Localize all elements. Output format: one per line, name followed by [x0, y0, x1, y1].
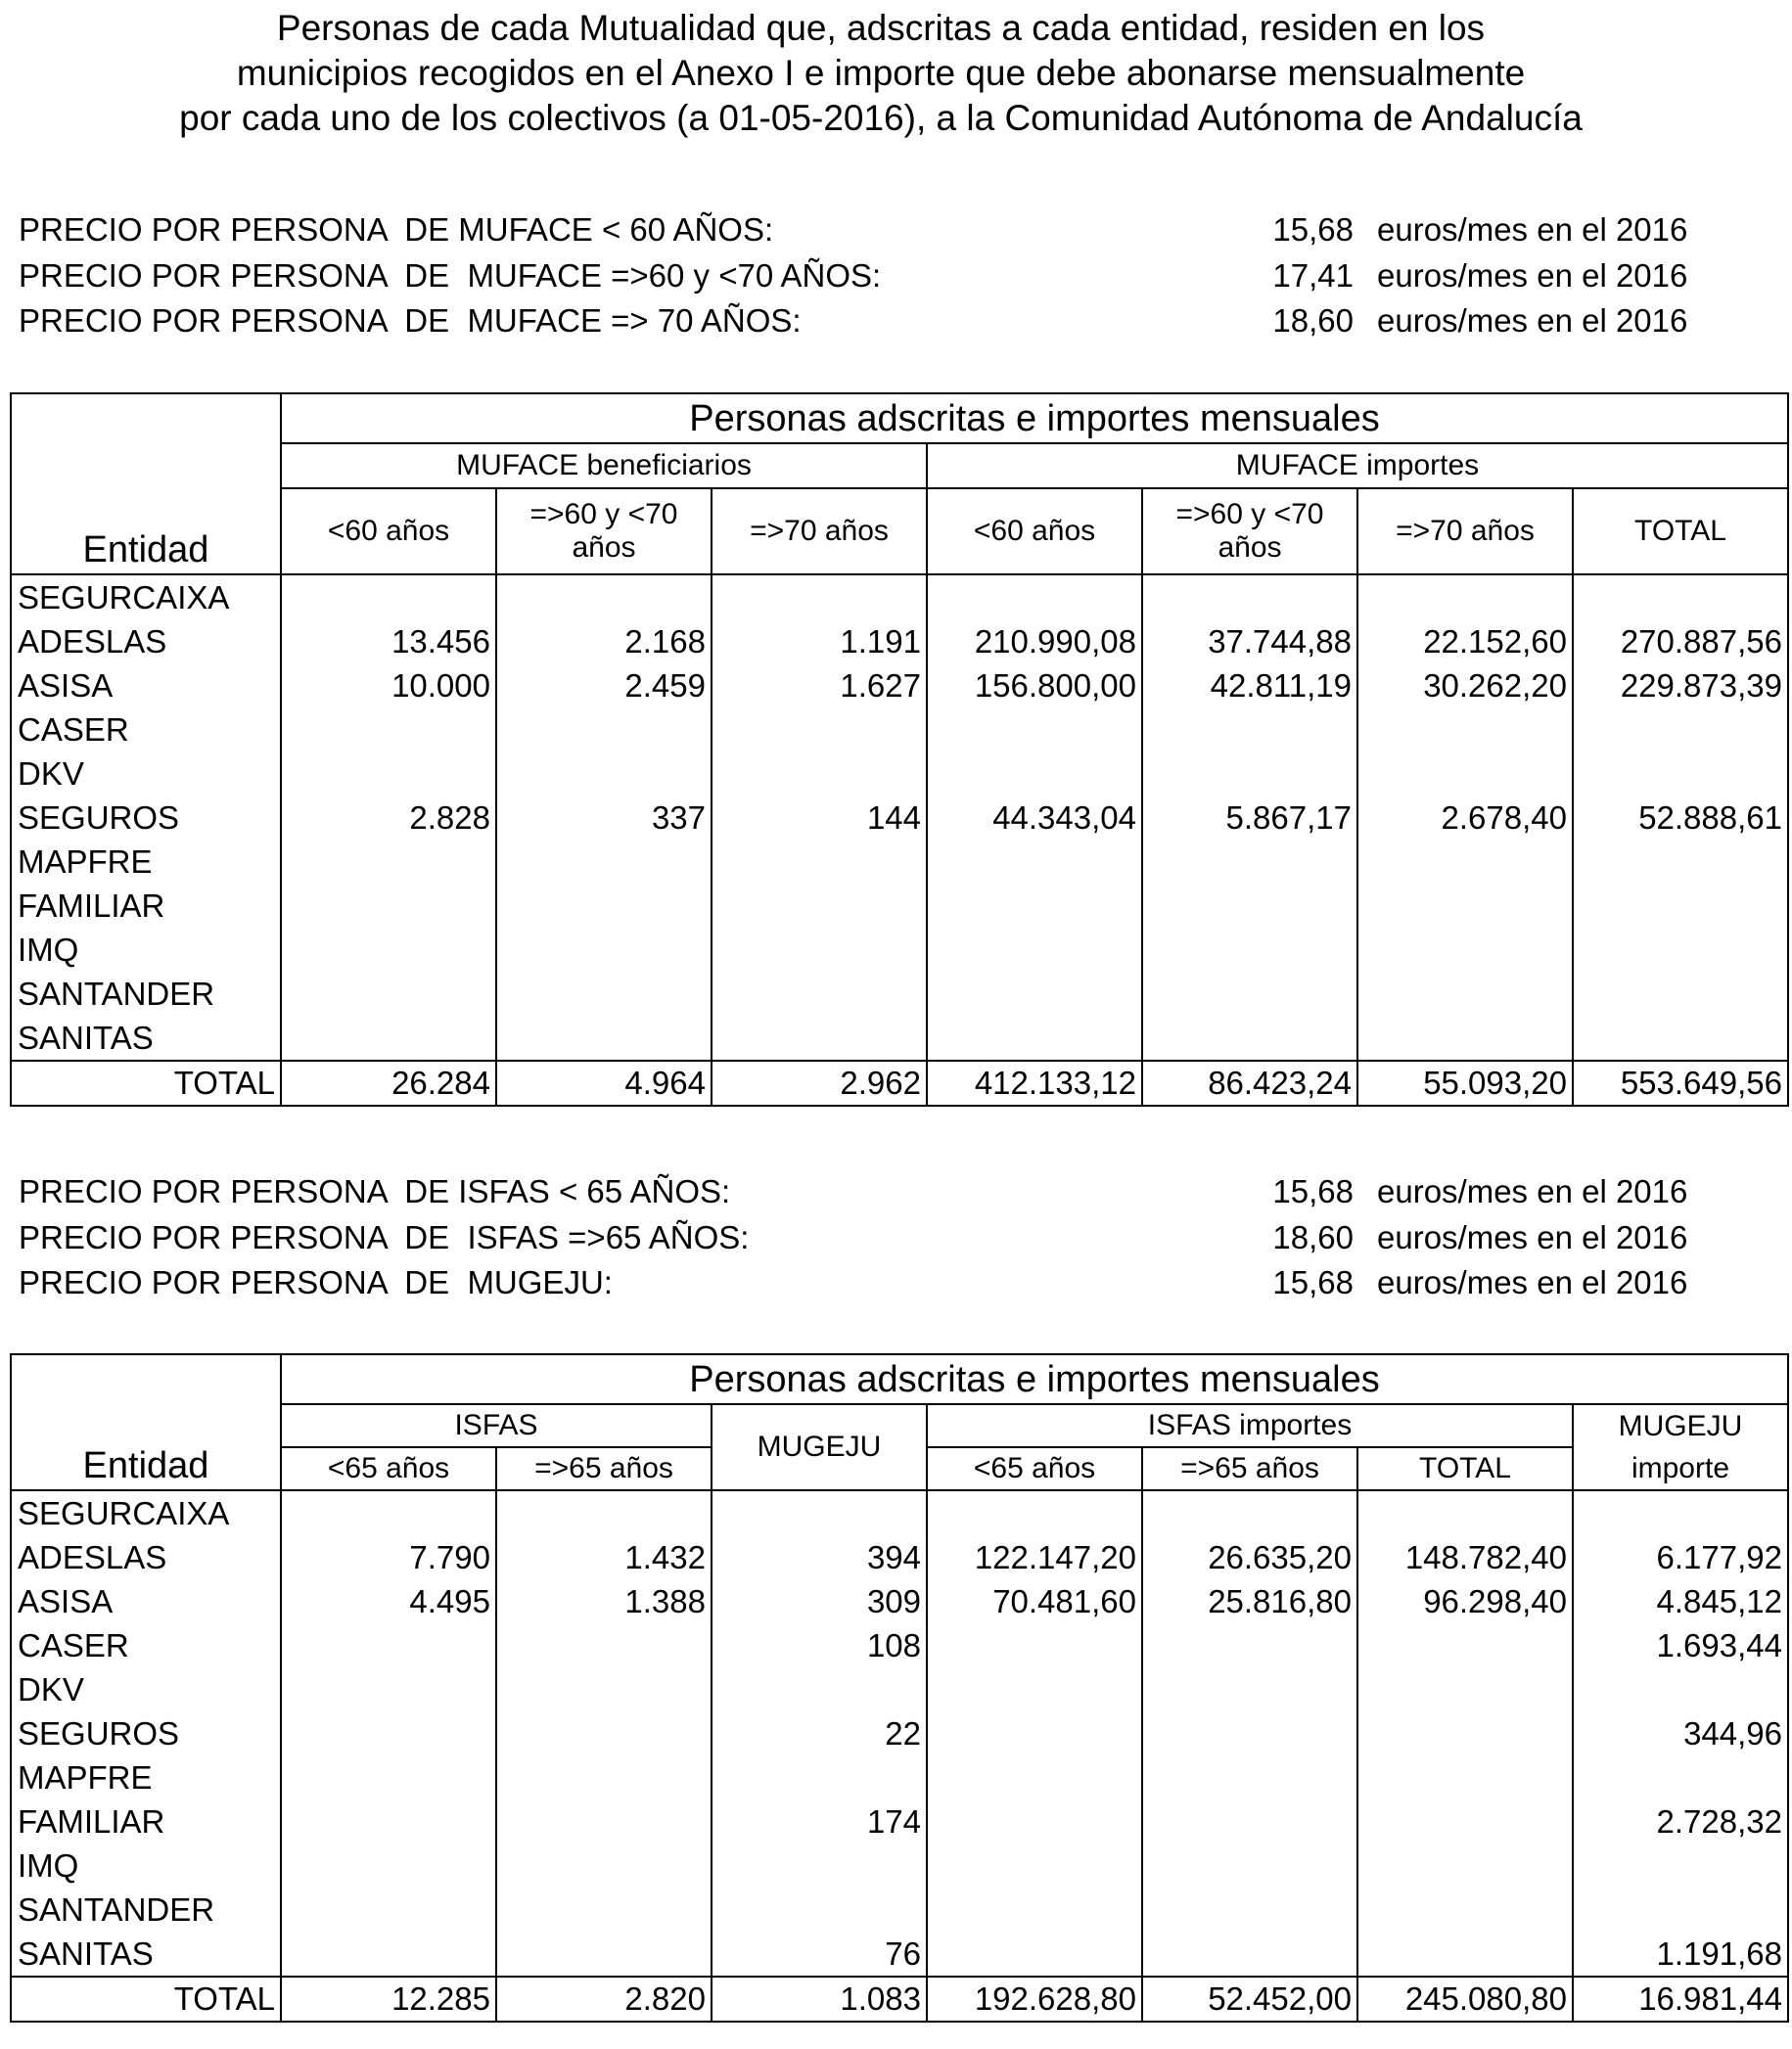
table-cell: 22	[712, 1711, 927, 1755]
table-cell	[927, 1711, 1142, 1755]
table-row	[11, 574, 1788, 619]
table-cell: 2.459	[496, 663, 712, 707]
table-cell	[496, 1667, 712, 1711]
entidad-header: Entidad	[11, 1354, 281, 1490]
table-main-header: Personas adscritas e importes mensuales	[281, 1354, 1788, 1404]
table-cell	[1357, 1755, 1573, 1799]
table-cell	[496, 574, 712, 619]
table-cell	[1573, 574, 1788, 619]
entity-name: IMQ	[11, 928, 281, 972]
table-cell	[927, 574, 1142, 619]
table-row	[11, 663, 1788, 707]
table-row	[11, 972, 1788, 1016]
table-cell	[281, 1667, 496, 1711]
table-cell	[1357, 884, 1573, 928]
table-cell	[1142, 1667, 1357, 1711]
table-cell	[1573, 840, 1788, 884]
table-cell: 30.262,20	[1357, 663, 1573, 707]
table-cell	[496, 928, 712, 972]
table-row	[11, 707, 1788, 751]
table-cell	[496, 1844, 712, 1888]
table-cell	[1573, 1844, 1788, 1888]
table-row	[11, 1535, 1788, 1579]
table-cell: 2.728,32	[1573, 1799, 1788, 1844]
table-cell	[927, 884, 1142, 928]
table-cell	[712, 928, 927, 972]
table-cell	[1357, 928, 1573, 972]
total-cell: 192.628,80	[927, 1977, 1142, 2022]
table-cell	[496, 1711, 712, 1755]
table-cell: 1.693,44	[1573, 1623, 1788, 1667]
col-header-lt65-importe: <65 años	[927, 1447, 1142, 1490]
col-header-total: TOTAL	[1573, 488, 1788, 574]
col-header-total: TOTAL	[1357, 1447, 1573, 1490]
muface-price-list	[0, 207, 1792, 344]
table-cell	[1357, 1711, 1573, 1755]
table-cell	[1573, 884, 1788, 928]
table-cell: 1.432	[496, 1535, 712, 1579]
entity-name: SANITAS	[11, 1932, 281, 1977]
total-cell: 4.964	[496, 1061, 712, 1106]
table-cell: 108	[712, 1623, 927, 1667]
entity-name: FAMILIAR	[11, 1799, 281, 1844]
entity-name: SANITAS	[11, 1016, 281, 1061]
price-label: PRECIO POR PERSONA DE MUFACE => 70 AÑOS:	[19, 302, 802, 339]
table-cell	[927, 1490, 1142, 1535]
table-cell	[1357, 1932, 1573, 1977]
total-label: TOTAL	[11, 1977, 281, 2022]
table-cell	[712, 1016, 927, 1061]
entity-name: SEGUROS	[11, 1711, 281, 1755]
table-cell: 156.800,00	[927, 663, 1142, 707]
table-cell	[927, 707, 1142, 751]
table-row	[11, 1888, 1788, 1932]
table-cell	[712, 1844, 927, 1888]
table-cell: 270.887,56	[1573, 619, 1788, 663]
table-row	[11, 1623, 1788, 1667]
table-cell	[1142, 884, 1357, 928]
table-cell	[1357, 1844, 1573, 1888]
table-cell: 37.744,88	[1142, 619, 1357, 663]
table-cell: 70.481,60	[927, 1579, 1142, 1623]
table-cell	[496, 1490, 712, 1535]
table-cell	[1142, 928, 1357, 972]
table-cell	[1357, 972, 1573, 1016]
table-cell	[927, 1888, 1142, 1932]
total-cell: 55.093,20	[1357, 1061, 1573, 1106]
table-cell: 6.177,92	[1573, 1535, 1788, 1579]
table-cell	[1573, 1755, 1788, 1799]
muface-table	[10, 392, 1789, 1107]
total-cell: 553.649,56	[1573, 1061, 1788, 1106]
table-cell	[1357, 574, 1573, 619]
table-cell	[712, 1755, 927, 1799]
price-unit: euros/mes en el 2016	[1377, 302, 1688, 339]
table-cell	[1357, 1888, 1573, 1932]
price-value: 15,68	[1272, 211, 1354, 248]
entity-name: SANTANDER	[11, 1888, 281, 1932]
table-cell	[927, 1844, 1142, 1888]
table-cell	[496, 751, 712, 796]
table-cell: 4.495	[281, 1579, 496, 1623]
table-cell	[712, 1490, 927, 1535]
table-cell	[281, 574, 496, 619]
table-cell	[712, 751, 927, 796]
table-cell	[1142, 1490, 1357, 1535]
table-cell: 42.811,19	[1142, 663, 1357, 707]
table-cell	[496, 707, 712, 751]
table-main-header: Personas adscritas e importes mensuales	[281, 393, 1788, 443]
table-cell: 344,96	[1573, 1711, 1788, 1755]
total-cell: 26.284	[281, 1061, 496, 1106]
price-row	[0, 1260, 1792, 1306]
price-label: PRECIO POR PERSONA DE ISFAS =>65 AÑOS:	[19, 1218, 750, 1255]
table-cell: 2.678,40	[1357, 796, 1573, 840]
table-cell	[1142, 574, 1357, 619]
price-row	[0, 207, 1792, 253]
entity-name: MAPFRE	[11, 1755, 281, 1799]
table-row	[11, 796, 1788, 840]
table-cell: 1.191,68	[1573, 1932, 1788, 1977]
table-cell	[496, 972, 712, 1016]
table-cell	[1357, 1623, 1573, 1667]
table-cell	[281, 1755, 496, 1799]
price-unit: euros/mes en el 2016	[1377, 1264, 1688, 1300]
table-row	[11, 751, 1788, 796]
price-unit: euros/mes en el 2016	[1377, 211, 1688, 248]
table-cell: 7.790	[281, 1535, 496, 1579]
table-cell	[1142, 972, 1357, 1016]
entity-name: FAMILIAR	[11, 884, 281, 928]
col-header-mugeju-importe-bottom: importe	[1573, 1447, 1788, 1490]
col-header-mugeju-importe-top: MUGEJU	[1573, 1404, 1788, 1447]
table-row	[11, 1755, 1788, 1799]
table-cell	[1357, 1016, 1573, 1061]
table-row	[11, 1799, 1788, 1844]
table-cell	[712, 884, 927, 928]
entity-name: ADESLAS	[11, 619, 281, 663]
table-cell	[712, 972, 927, 1016]
total-cell: 86.423,24	[1142, 1061, 1357, 1106]
table-cell	[927, 840, 1142, 884]
entity-name: IMQ	[11, 1844, 281, 1888]
table-cell	[1142, 1844, 1357, 1888]
table-cell: 13.456	[281, 619, 496, 663]
table-cell	[496, 1016, 712, 1061]
table-cell	[1142, 1755, 1357, 1799]
table-cell	[927, 1016, 1142, 1061]
price-unit: euros/mes en el 2016	[1377, 1173, 1688, 1209]
table-cell	[281, 751, 496, 796]
price-label: PRECIO POR PERSONA DE MUFACE < 60 AÑOS:	[19, 211, 774, 248]
table-cell: 309	[712, 1579, 927, 1623]
table-cell	[927, 928, 1142, 972]
table-cell	[496, 840, 712, 884]
table-cell	[712, 840, 927, 884]
table-cell	[496, 1755, 712, 1799]
col-header-60-70: =>60 y <70 años	[496, 488, 712, 574]
table-cell	[496, 1799, 712, 1844]
total-row	[11, 1977, 1788, 2022]
total-cell: 52.452,00	[1142, 1977, 1357, 2022]
group-header-importes: MUFACE importes	[927, 443, 1788, 488]
total-cell: 245.080,80	[1357, 1977, 1573, 2022]
entity-name: ASISA	[11, 663, 281, 707]
table-cell	[1357, 1490, 1573, 1535]
table-cell	[496, 1623, 712, 1667]
table-cell: 25.816,80	[1142, 1579, 1357, 1623]
price-value: 18,60	[1272, 302, 1354, 339]
table-cell: 44.343,04	[927, 796, 1142, 840]
entity-name: DKV	[11, 1667, 281, 1711]
table-cell	[1142, 1711, 1357, 1755]
total-cell: 16.981,44	[1573, 1977, 1788, 2022]
entity-name: CASER	[11, 1623, 281, 1667]
title-line-3: por cada uno de los colectivos (a 01-05-2016), a la Comunidad Autónoma de Andalucía	[179, 98, 1583, 138]
table-cell	[1573, 751, 1788, 796]
price-label: PRECIO POR PERSONA DE MUFACE =>60 y <70 AÑOS:	[19, 256, 882, 294]
table-cell	[281, 1888, 496, 1932]
table-cell: 229.873,39	[1573, 663, 1788, 707]
table-cell	[1357, 707, 1573, 751]
table-cell	[712, 707, 927, 751]
table-cell	[281, 1016, 496, 1061]
table-cell	[1142, 707, 1357, 751]
total-label: TOTAL	[11, 1061, 281, 1106]
table-cell	[281, 707, 496, 751]
table-cell	[281, 884, 496, 928]
table-cell: 52.888,61	[1573, 796, 1788, 840]
price-row	[0, 1169, 1792, 1215]
table-cell	[927, 751, 1142, 796]
table-cell	[281, 1623, 496, 1667]
title-line-2: municipios recogidos en el Anexo I e importe que debe abonarse mensualmente	[236, 53, 1526, 93]
table-cell	[1573, 1667, 1788, 1711]
total-cell: 12.285	[281, 1977, 496, 2022]
table-cell	[927, 972, 1142, 1016]
price-label: PRECIO POR PERSONA DE ISFAS < 65 AÑOS:	[19, 1173, 731, 1209]
table-cell: 1.627	[712, 663, 927, 707]
table-cell	[281, 840, 496, 884]
table-row	[11, 1844, 1788, 1888]
table-cell	[1142, 1623, 1357, 1667]
group-header-isfas: ISFAS	[281, 1404, 712, 1447]
group-header-beneficiarios: MUFACE beneficiarios	[281, 443, 927, 488]
table-cell	[281, 1799, 496, 1844]
table-cell: 1.191	[712, 619, 927, 663]
table-row	[11, 1711, 1788, 1755]
table-cell	[712, 1888, 927, 1932]
entidad-header: Entidad	[11, 393, 281, 574]
col-header-60-70-importe: =>60 y <70 años	[1142, 488, 1357, 574]
table-cell: 122.147,20	[927, 1535, 1142, 1579]
col-header-ge70-importe: =>70 años	[1357, 488, 1573, 574]
table-cell: 96.298,40	[1357, 1579, 1573, 1623]
entity-name: SANTANDER	[11, 972, 281, 1016]
table-cell: 337	[496, 796, 712, 840]
price-value: 17,41	[1272, 256, 1354, 294]
price-label: PRECIO POR PERSONA DE MUGEJU:	[19, 1264, 613, 1300]
col-header-ge65-importe: =>65 años	[1142, 1447, 1357, 1490]
price-value: 15,68	[1272, 1264, 1354, 1300]
col-header-lt65: <65 años	[281, 1447, 496, 1490]
table-row	[11, 1016, 1788, 1061]
table-cell	[1142, 840, 1357, 884]
price-row	[0, 298, 1792, 344]
table-cell: 2.828	[281, 796, 496, 840]
table-row	[11, 884, 1788, 928]
table-cell	[281, 1844, 496, 1888]
table-cell	[281, 1711, 496, 1755]
table-cell: 1.388	[496, 1579, 712, 1623]
total-cell: 2.820	[496, 1977, 712, 2022]
price-row	[0, 1215, 1792, 1261]
table-row	[11, 928, 1788, 972]
table-cell	[1142, 751, 1357, 796]
table-cell	[712, 1667, 927, 1711]
table-row	[11, 1490, 1788, 1535]
entity-name: MAPFRE	[11, 840, 281, 884]
col-header-mugeju: MUGEJU	[712, 1404, 927, 1490]
title-line-1: Personas de cada Mutualidad que, adscritas a cada entidad, residen en los	[276, 8, 1486, 48]
table-row	[11, 840, 1788, 884]
table-cell	[496, 1888, 712, 1932]
table-cell	[1142, 1888, 1357, 1932]
table-cell: 4.845,12	[1573, 1579, 1788, 1623]
isfas-mugeju-table	[10, 1353, 1789, 2023]
total-cell: 1.083	[712, 1977, 927, 2022]
col-header-ge70: =>70 años	[712, 488, 927, 574]
document-title	[0, 6, 1762, 141]
price-unit: euros/mes en el 2016	[1377, 256, 1688, 294]
table-cell	[927, 1755, 1142, 1799]
table-cell: 26.635,20	[1142, 1535, 1357, 1579]
table-cell	[1573, 1490, 1788, 1535]
table-cell: 394	[712, 1535, 927, 1579]
price-row	[0, 253, 1792, 299]
table-cell	[1357, 1667, 1573, 1711]
table-cell	[1142, 1799, 1357, 1844]
table-cell	[927, 1799, 1142, 1844]
table-cell: 10.000	[281, 663, 496, 707]
table-cell	[927, 1932, 1142, 1977]
table-cell: 5.867,17	[1142, 796, 1357, 840]
col-header-ge65: =>65 años	[496, 1447, 712, 1490]
price-unit: euros/mes en el 2016	[1377, 1218, 1688, 1255]
table-cell: 22.152,60	[1357, 619, 1573, 663]
entity-name: SEGUROS	[11, 796, 281, 840]
table-cell: 148.782,40	[1357, 1535, 1573, 1579]
table-cell	[1357, 751, 1573, 796]
entity-name: DKV	[11, 751, 281, 796]
table-cell	[1142, 1016, 1357, 1061]
group-header-isfas-importes: ISFAS importes	[927, 1404, 1573, 1447]
price-value: 18,60	[1272, 1218, 1354, 1255]
table-cell	[496, 884, 712, 928]
table-row	[11, 1667, 1788, 1711]
entity-name: ADESLAS	[11, 1535, 281, 1579]
table-row	[11, 1932, 1788, 1977]
total-cell: 2.962	[712, 1061, 927, 1106]
table-cell	[281, 1490, 496, 1535]
table-cell	[1142, 1932, 1357, 1977]
isfas-price-list	[0, 1169, 1792, 1306]
table-cell	[712, 574, 927, 619]
table-cell	[281, 928, 496, 972]
table-cell	[1573, 928, 1788, 972]
table-cell	[1573, 707, 1788, 751]
table-cell: 76	[712, 1932, 927, 1977]
table-cell: 210.990,08	[927, 619, 1142, 663]
total-row	[11, 1061, 1788, 1106]
total-cell: 412.133,12	[927, 1061, 1142, 1106]
table-cell	[281, 1932, 496, 1977]
table-cell: 2.168	[496, 619, 712, 663]
price-value: 15,68	[1272, 1173, 1354, 1209]
table-cell	[1573, 1016, 1788, 1061]
entity-name: CASER	[11, 707, 281, 751]
table-cell	[1573, 1888, 1788, 1932]
table-cell	[927, 1623, 1142, 1667]
table-cell	[927, 1667, 1142, 1711]
table-row	[11, 619, 1788, 663]
table-cell	[1357, 840, 1573, 884]
table-cell	[1357, 1799, 1573, 1844]
table-cell: 144	[712, 796, 927, 840]
table-cell	[1573, 972, 1788, 1016]
entity-name: SEGURCAIXA	[11, 574, 281, 619]
entity-name: ASISA	[11, 1579, 281, 1623]
table-row	[11, 1579, 1788, 1623]
table-cell	[281, 972, 496, 1016]
entity-name: SEGURCAIXA	[11, 1490, 281, 1535]
table-cell	[496, 1932, 712, 1977]
table-cell: 174	[712, 1799, 927, 1844]
col-header-lt60: <60 años	[281, 488, 496, 574]
col-header-lt60-importe: <60 años	[927, 488, 1142, 574]
